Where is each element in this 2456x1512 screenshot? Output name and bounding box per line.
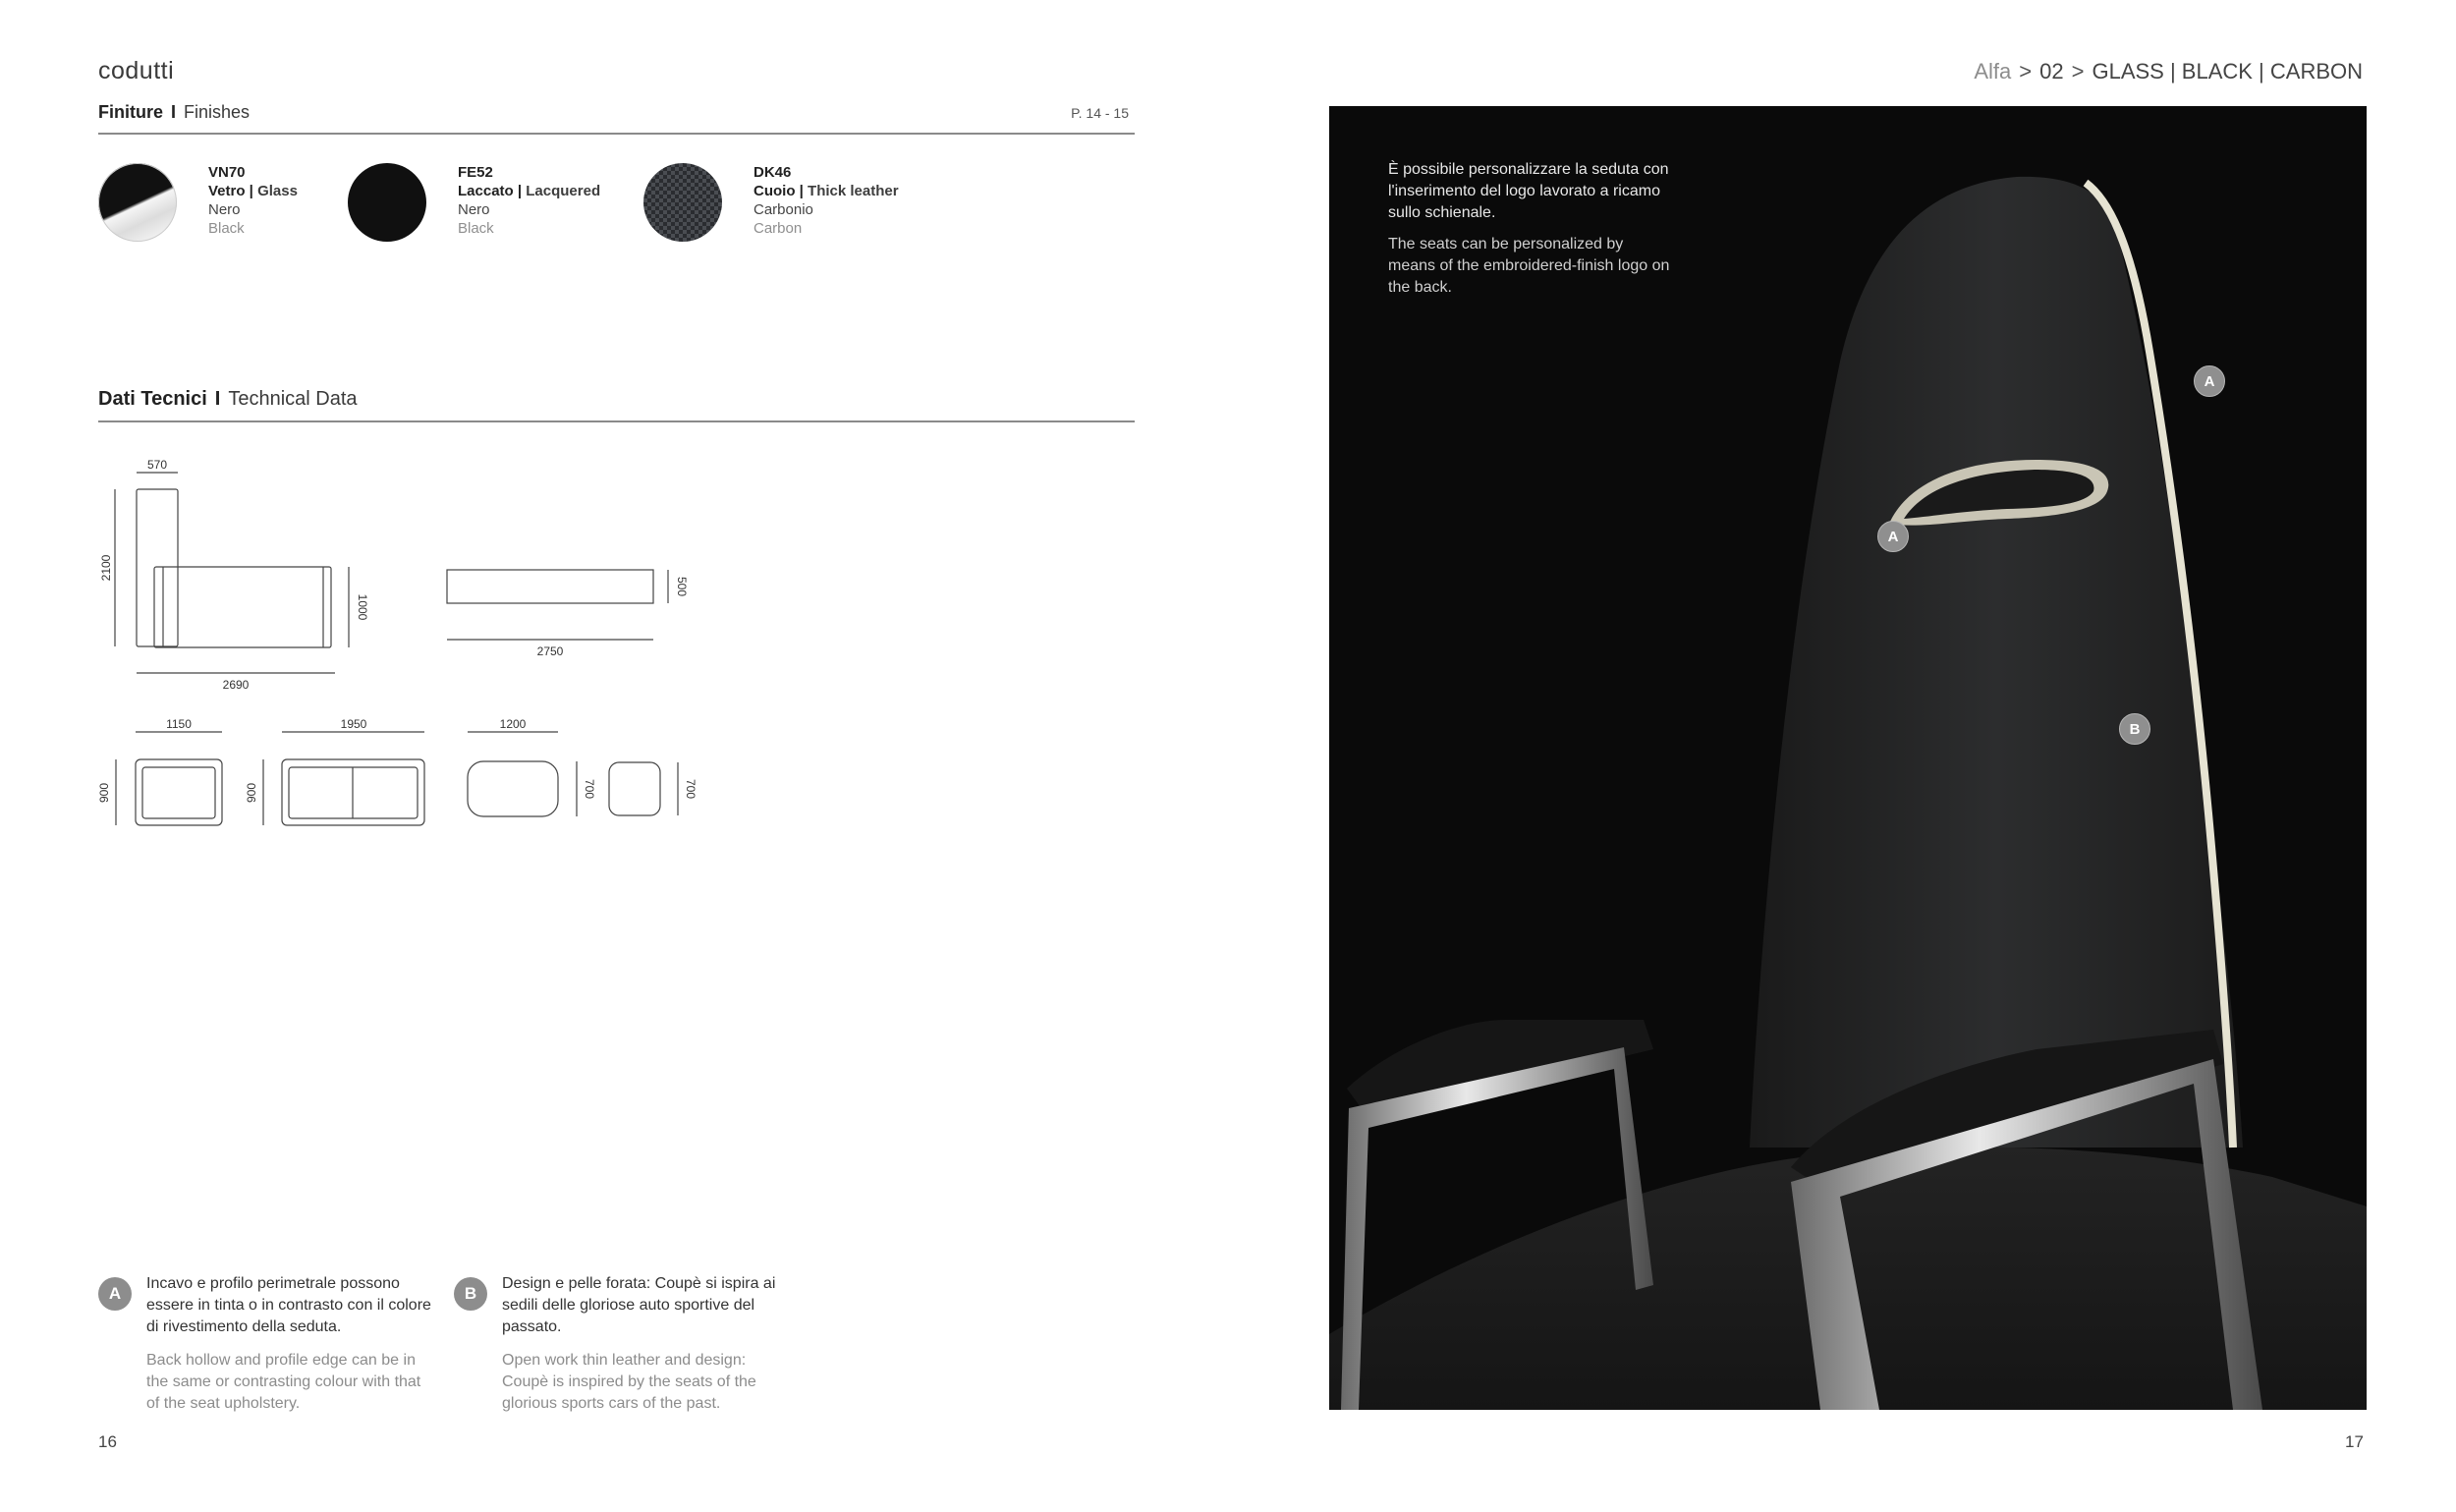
desk-back-panel [137,489,178,646]
photo-caption [1388,159,1673,299]
chair-illustration [1329,106,2367,1410]
page-reference: P. 14 - 15 [1071,105,1129,121]
finish-color-it: Nero [208,201,241,218]
technical-data-header [98,388,1135,422]
finish-color-it: Nero [458,201,490,218]
brand-logo: codutti [98,57,175,84]
breadcrumb-separator: > [2071,59,2085,84]
dim-label: 1200 [499,717,527,731]
armchair-plan [136,759,222,825]
finish-color-en: Carbon [754,220,803,237]
callout-pin-a: A [1877,521,1909,552]
page-number-left: 16 [98,1432,117,1451]
breadcrumb-separator: > [2019,59,2033,84]
dim-label: 700 [583,778,596,800]
carbon-swatch [643,163,722,242]
finish-name-en: Thick leather [808,183,899,199]
note-text-en: Back hollow and profile edge can be in the same or contrasting colour with that of the seat upholstery. [146,1352,421,1412]
tech-title-en: Technical Data [228,388,358,410]
dim-label: 900 [97,782,111,804]
tech-separator: I [214,388,221,410]
breadcrumb-item[interactable]: Alfa [1974,59,2012,84]
finishes-header [98,102,1135,135]
finishes-title-it: Finiture [98,102,163,122]
coffee-table-plan [468,761,558,816]
dim-label: 900 [245,782,258,804]
side-unit [447,570,653,603]
note-badge: B [454,1277,487,1311]
finish-color-it: Carbonio [754,201,813,218]
finish-code: FE52 [458,164,493,181]
lacquered-swatch [348,163,426,242]
finish-name-en: Glass [257,183,298,199]
finish-name-it: Vetro [208,183,246,199]
note-text-it: Design e pelle forata: Coupè si ispira ai sedili delle gloriose auto sportive del passato. [502,1275,776,1335]
dim-label: 1150 [166,717,192,731]
finishes-title-en: Finishes [184,102,251,122]
product-photo [1329,106,2367,1410]
dim-label: 1950 [340,717,367,731]
dim-label: 1000 [356,593,369,621]
note-text-en: Open work thin leather and design: Coupè is inspired by the seats of the glorious sports cars of the past. [502,1352,756,1412]
breadcrumb [1974,59,2363,84]
finish-color-en: Black [458,220,494,237]
dim-label: 2690 [222,678,250,692]
photo-caption-it: È possibile personalizzare la seduta con l'inserimento del logo lavorato a ricamo sullo schienale. [1388,161,1669,221]
breadcrumb-current: GLASS | BLACK | CARBON [2092,59,2363,84]
desk-top [154,567,331,647]
callout-pin-b: B [2119,713,2150,745]
tech-title-it: Dati Tecnici [98,388,207,410]
dim-label: 2100 [99,554,113,582]
glass-swatch [98,163,177,242]
finish-name-it: Laccato [458,183,514,199]
note-text-it: Incavo e profilo perimetrale possono essere in tinta o in contrasto con il colore di rivestimento della seduta. [146,1275,431,1335]
page-number-right: 17 [2345,1432,2364,1451]
note-badge: A [98,1277,132,1311]
dim-label: 570 [146,458,168,472]
dim-label: 2750 [536,644,564,658]
finish-code: VN70 [208,164,246,181]
finish-code: DK46 [754,164,792,181]
pouf-plan [609,762,660,815]
dim-label: 500 [675,576,689,597]
finish-color-en: Black [208,220,245,237]
callout-pin-a: A [2194,365,2225,397]
dim-label: 700 [684,778,698,800]
finish-name-en: Lacquered [526,183,601,199]
finish-name-it: Cuoio [754,183,796,199]
finishes-separator: I [171,102,177,122]
breadcrumb-item[interactable]: 02 [2039,59,2064,84]
technical-drawings [88,447,717,860]
photo-caption-en: The seats can be personalized by means of the embroidered-finish logo on the back. [1388,236,1670,296]
